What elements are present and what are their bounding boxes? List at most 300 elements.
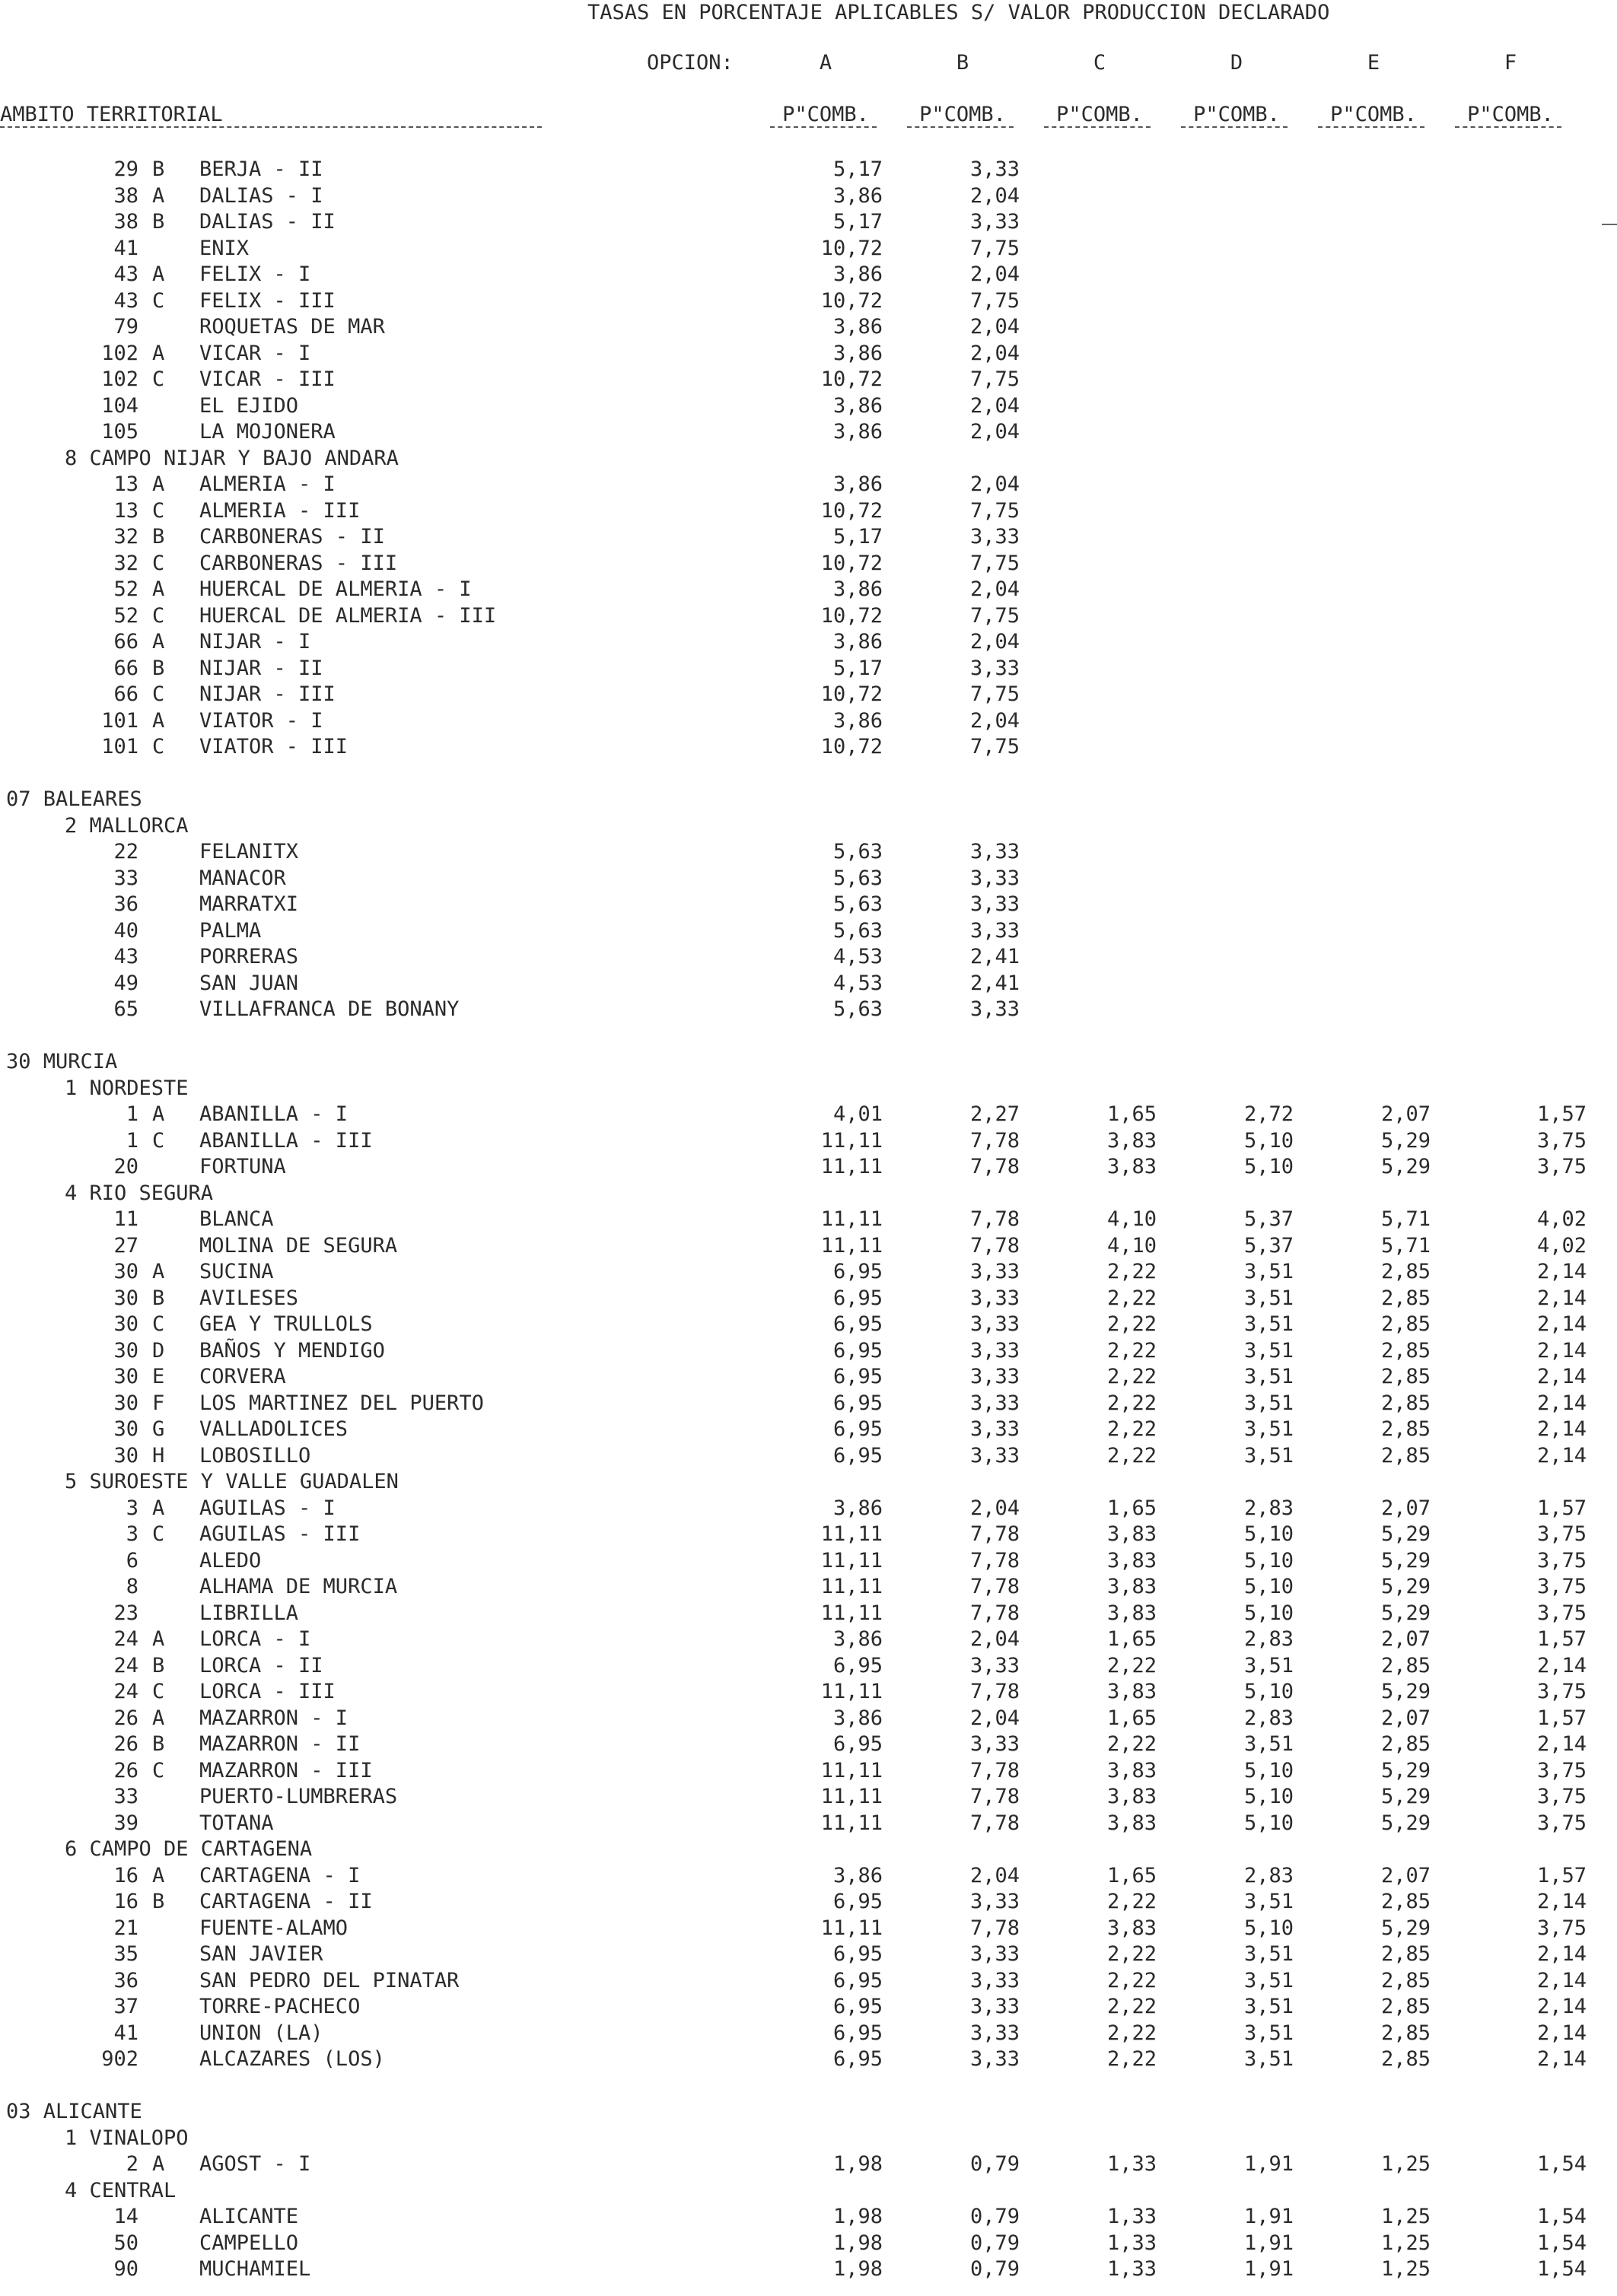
table-row (0, 1941, 1617, 1968)
rate-value: 11,11 (820, 1522, 883, 1546)
rate-value: 2,07 (1380, 1706, 1431, 1730)
rate-value: 2,04 (969, 183, 1020, 208)
municipality-code: 66 (113, 656, 138, 680)
rate-value: 7,78 (969, 1601, 1020, 1625)
rate-value: 3,33 (969, 1890, 1020, 1913)
rate-value: 5,10 (1243, 1522, 1294, 1546)
rate-value: 7,78 (969, 1207, 1020, 1231)
rate-value: 5,10 (1243, 1601, 1294, 1625)
table-row (0, 314, 1617, 341)
table-row (0, 918, 1617, 945)
municipality-name: NIJAR - I (199, 630, 311, 654)
rate-value: 3,83 (1106, 1758, 1157, 1782)
option-letter: E (1367, 51, 1380, 75)
table-row (0, 1233, 1617, 1260)
rate-value: 2,85 (1380, 1286, 1431, 1310)
rate-value: 3,33 (969, 1391, 1020, 1415)
rate-value: 5,10 (1243, 1548, 1294, 1573)
rate-value: 2,85 (1380, 2021, 1431, 2045)
rate-value: 1,98 (832, 2205, 883, 2228)
rate-value: 10,72 (820, 603, 883, 628)
table-row (0, 1679, 1617, 1706)
rate-value: 3,33 (969, 1995, 1020, 2018)
column-header: P"COMB. (1330, 103, 1417, 126)
rate-value: 2,85 (1380, 1260, 1431, 1283)
zone-suffix: A (152, 183, 165, 208)
municipality-code: 2 (126, 2152, 138, 2176)
rate-value: 5,29 (1380, 1128, 1431, 1153)
rate-value: 3,33 (969, 1286, 1020, 1310)
municipality-code: 16 (113, 1863, 138, 1887)
province-row (0, 2099, 1617, 2126)
rate-value: 2,22 (1106, 1391, 1157, 1415)
rate-value: 2,14 (1536, 2021, 1587, 2045)
rate-value: 5,29 (1380, 1785, 1431, 1808)
rate-value: 2,14 (1536, 1890, 1587, 1913)
municipality-name: BERJA - II (199, 157, 323, 181)
table-row (0, 1286, 1617, 1312)
rate-value: 1,25 (1380, 2152, 1431, 2176)
rate-value: 2,04 (969, 1863, 1020, 1887)
rate-value: 6,95 (832, 1417, 883, 1441)
zone-suffix: A (152, 1496, 165, 1520)
table-row (0, 1364, 1617, 1391)
rate-value: 1,57 (1536, 1863, 1587, 1887)
rate-value: 5,63 (832, 840, 883, 863)
rate-value: 2,41 (969, 971, 1020, 995)
rate-value: 5,29 (1380, 1758, 1431, 1782)
table-row (0, 367, 1617, 393)
rate-value: 2,83 (1243, 1706, 1294, 1730)
rate-value: 2,04 (969, 577, 1020, 601)
rate-value: 7,78 (969, 1916, 1020, 1940)
rate-value: 3,33 (969, 2021, 1020, 2045)
rate-value: 3,75 (1536, 1128, 1587, 1153)
rate-value: 3,33 (969, 1365, 1020, 1388)
zone-suffix: B (152, 1653, 165, 1677)
municipality-code: 13 (113, 472, 138, 496)
rate-value: 2,85 (1380, 1968, 1431, 1992)
rate-value: 1,65 (1106, 1627, 1157, 1651)
municipality-code: 101 (101, 735, 138, 758)
municipality-name: MANACOR (199, 866, 286, 890)
municipality-name: SUCINA (199, 1260, 274, 1283)
municipality-name: ABANILLA - I (199, 1102, 349, 1126)
header-rule (770, 126, 877, 128)
municipality-name: ENIX (199, 236, 250, 260)
municipality-code: 1 (126, 1102, 138, 1126)
rate-value: 3,75 (1536, 1811, 1587, 1835)
zone-suffix: B (152, 525, 165, 549)
ambito-territorial-header: AMBITO TERRITORIAL (0, 103, 223, 126)
table-row (0, 524, 1617, 551)
municipality-code: 39 (113, 1811, 138, 1835)
municipality-name: ALCAZARES (LOS) (199, 2047, 385, 2071)
province-row (0, 787, 1617, 813)
municipality-code: 11 (113, 1207, 138, 1231)
zone-suffix: A (152, 262, 165, 286)
rate-value: 2,85 (1380, 1365, 1431, 1388)
rate-value: 5,29 (1380, 1522, 1431, 1546)
municipality-code: 8 (126, 1575, 138, 1598)
table-row (0, 1706, 1617, 1732)
rate-value: 3,83 (1106, 1680, 1157, 1703)
rate-value: 3,75 (1536, 1155, 1587, 1178)
municipality-code: 30 (113, 1391, 138, 1415)
municipality-code: 38 (113, 183, 138, 208)
rate-value: 5,17 (832, 656, 883, 680)
table-row (0, 1128, 1617, 1155)
rate-value: 3,86 (832, 315, 883, 339)
rate-value: 7,75 (969, 551, 1020, 575)
municipality-name: HUERCAL DE ALMERIA - III (199, 603, 497, 628)
table-row (0, 1784, 1617, 1811)
municipality-name: CARTAGENA - I (199, 1863, 361, 1887)
municipality-name: VIATOR - III (199, 735, 349, 758)
municipality-name: AGUILAS - I (199, 1496, 336, 1520)
rate-value: 1,33 (1106, 2231, 1157, 2255)
table-row (0, 577, 1617, 603)
municipality-code: 52 (113, 603, 138, 628)
table-row (0, 1889, 1617, 1916)
rate-value: 7,75 (969, 682, 1020, 706)
table-row (0, 603, 1617, 630)
table-row (0, 1994, 1617, 2021)
municipality-name: LORCA - II (199, 1653, 323, 1677)
municipality-name: PALMA (199, 918, 262, 943)
zone-suffix: C (152, 288, 165, 313)
municipality-code: 35 (113, 1942, 138, 1966)
province-heading: 07 BALEARES (6, 787, 142, 811)
table-row (0, 892, 1617, 918)
municipality-name: FUENTE-ALAMO (199, 1916, 349, 1940)
spacer-row (0, 761, 1617, 787)
rate-value: 5,10 (1243, 1128, 1294, 1153)
municipality-code: 3 (126, 1522, 138, 1546)
municipality-code: 102 (101, 367, 138, 391)
comarca-row (0, 813, 1617, 840)
rate-value: 0,79 (969, 2152, 1020, 2176)
rate-value: 7,75 (969, 603, 1020, 628)
rate-value: 2,22 (1106, 1365, 1157, 1388)
rate-value: 1,65 (1106, 1863, 1157, 1887)
rate-value: 1,65 (1106, 1706, 1157, 1730)
rate-value: 2,04 (969, 420, 1020, 444)
table-row (0, 1916, 1617, 1942)
table-row (0, 498, 1617, 525)
rate-value: 2,07 (1380, 1102, 1431, 1126)
rate-value: 1,65 (1106, 1102, 1157, 1126)
municipality-name: ROQUETAS DE MAR (199, 315, 385, 339)
municipality-name: ALMERIA - I (199, 472, 336, 496)
zone-suffix: B (152, 1890, 165, 1913)
rate-value: 11,11 (820, 1128, 883, 1153)
rate-value: 2,07 (1380, 1863, 1431, 1887)
municipality-name: TORRE-PACHECO (199, 1995, 361, 2018)
option-letter: C (1093, 51, 1106, 75)
rate-value: 2,22 (1106, 1968, 1157, 1992)
zone-suffix: C (152, 1128, 165, 1153)
comarca-row (0, 1076, 1617, 1102)
municipality-name: DALIAS - II (199, 210, 336, 234)
rate-value: 11,11 (820, 1811, 883, 1835)
municipality-code: 52 (113, 577, 138, 601)
rate-value: 2,04 (969, 315, 1020, 339)
rate-value: 5,37 (1243, 1207, 1294, 1231)
zone-suffix: A (152, 630, 165, 654)
table-row (0, 1417, 1617, 1443)
opcion-label: OPCION: (647, 51, 734, 75)
table-row (0, 1207, 1617, 1233)
rate-value: 2,22 (1106, 1653, 1157, 1677)
rate-value: 3,86 (832, 341, 883, 365)
rate-value: 2,14 (1536, 1443, 1587, 1468)
rate-value: 7,75 (969, 735, 1020, 758)
municipality-name: GEA Y TRULLOLS (199, 1312, 373, 1336)
municipality-code: 13 (113, 498, 138, 523)
rate-value: 4,10 (1106, 1233, 1157, 1258)
rate-value: 6,95 (832, 1391, 883, 1415)
rate-value: 4,02 (1536, 1233, 1587, 1258)
municipality-code: 40 (113, 918, 138, 943)
rate-value: 0,79 (969, 2205, 1020, 2228)
table-row (0, 1312, 1617, 1338)
rate-value: 5,63 (832, 997, 883, 1021)
rate-value: 3,86 (832, 420, 883, 444)
rate-value: 2,04 (969, 341, 1020, 365)
rate-value: 3,75 (1536, 1522, 1587, 1546)
rate-value: 3,75 (1536, 1916, 1587, 1940)
rate-value: 3,86 (832, 1627, 883, 1651)
rate-value: 2,14 (1536, 1968, 1587, 1992)
rate-value: 1,54 (1536, 2152, 1587, 2176)
rate-value: 5,10 (1243, 1680, 1294, 1703)
rate-value: 1,65 (1106, 1496, 1157, 1520)
zone-suffix: C (152, 735, 165, 758)
rate-value: 2,22 (1106, 1286, 1157, 1310)
rate-value: 7,78 (969, 1811, 1020, 1835)
rate-value: 3,83 (1106, 1128, 1157, 1153)
table-row (0, 629, 1617, 656)
zone-suffix: A (152, 1102, 165, 1126)
municipality-code: 30 (113, 1417, 138, 1441)
header-rule (1318, 126, 1424, 128)
municipality-name: SAN JUAN (199, 971, 299, 995)
rate-value: 3,86 (832, 472, 883, 496)
municipality-name: LORCA - III (199, 1680, 336, 1703)
province-row (0, 1049, 1617, 1076)
municipality-code: 37 (113, 1995, 138, 2018)
municipality-code: 90 (113, 2257, 138, 2281)
comarca-heading: 1 NORDESTE (65, 1076, 189, 1100)
zone-suffix: D (152, 1338, 165, 1363)
table-row (0, 734, 1617, 761)
column-header: P"COMB. (1467, 103, 1554, 126)
rate-value: 3,51 (1243, 1995, 1294, 2018)
rate-value: 7,75 (969, 498, 1020, 523)
rate-value: 2,14 (1536, 1286, 1587, 1310)
rate-value: 6,95 (832, 2021, 883, 2045)
comarca-heading: 8 CAMPO NIJAR Y BAJO ANDARA (65, 446, 399, 470)
rate-value: 5,10 (1243, 1155, 1294, 1178)
rate-value: 3,33 (969, 1338, 1020, 1363)
municipality-code: 38 (113, 210, 138, 234)
rate-value: 6,95 (832, 1286, 883, 1310)
municipality-code: 43 (113, 262, 138, 286)
municipality-code: 24 (113, 1680, 138, 1703)
rate-value: 2,85 (1380, 2047, 1431, 2071)
rate-value: 2,04 (969, 1706, 1020, 1730)
municipality-name: SAN PEDRO DEL PINATAR (199, 1968, 460, 1992)
zone-suffix: C (152, 1312, 165, 1336)
rate-value: 3,51 (1243, 1653, 1294, 1677)
rate-value: 1,98 (832, 2257, 883, 2281)
rate-value: 5,29 (1380, 1680, 1431, 1703)
column-header: P"COMB. (782, 103, 869, 126)
rate-value: 3,33 (969, 1260, 1020, 1283)
rate-value: 5,17 (832, 210, 883, 234)
municipality-code: 30 (113, 1286, 138, 1310)
municipality-code: 66 (113, 630, 138, 654)
rate-value: 2,04 (969, 472, 1020, 496)
table-row (0, 1338, 1617, 1365)
municipality-code: 24 (113, 1653, 138, 1677)
municipality-name: LORCA - I (199, 1627, 311, 1651)
comarca-row (0, 1836, 1617, 1863)
municipality-name: ALICANTE (199, 2205, 299, 2228)
municipality-name: EL EJIDO (199, 393, 299, 418)
rate-value: 3,33 (969, 1653, 1020, 1677)
municipality-name: AGUILAS - III (199, 1522, 361, 1546)
municipality-code: 66 (113, 682, 138, 706)
rate-value: 2,72 (1243, 1102, 1294, 1126)
rate-value: 1,91 (1243, 2257, 1294, 2281)
rate-value: 3,51 (1243, 1417, 1294, 1441)
rate-value: 1,25 (1380, 2205, 1431, 2228)
municipality-code: 104 (101, 393, 138, 418)
rate-value: 0,79 (969, 2231, 1020, 2255)
municipality-name: MAZARRON - II (199, 1732, 361, 1756)
comarca-heading: 2 MALLORCA (65, 813, 189, 838)
table-row (0, 2256, 1617, 2283)
rate-value: 3,86 (832, 1496, 883, 1520)
zone-suffix: B (152, 210, 165, 234)
rate-value: 5,37 (1243, 1233, 1294, 1258)
municipality-name: CARBONERAS - II (199, 525, 385, 549)
rate-value: 1,91 (1243, 2152, 1294, 2176)
rate-value: 5,29 (1380, 1548, 1431, 1573)
rate-value: 3,83 (1106, 1916, 1157, 1940)
rate-value: 1,57 (1536, 1627, 1587, 1651)
option-letter: A (819, 51, 832, 75)
rate-value: 5,63 (832, 892, 883, 916)
rate-value: 7,78 (969, 1680, 1020, 1703)
header-rule (1455, 126, 1561, 128)
zone-suffix: B (152, 1732, 165, 1756)
rate-value: 11,11 (820, 1601, 883, 1625)
rate-value: 6,95 (832, 1968, 883, 1992)
rate-value: 2,04 (969, 708, 1020, 733)
rate-value: 1,33 (1106, 2152, 1157, 2176)
zone-suffix: A (152, 1863, 165, 1887)
rate-value: 3,33 (969, 157, 1020, 181)
rate-value: 5,17 (832, 157, 883, 181)
municipality-code: 41 (113, 2021, 138, 2045)
table-row (0, 1548, 1617, 1575)
zone-suffix: C (152, 551, 165, 575)
municipality-name: CAMPELLO (199, 2231, 299, 2255)
rate-value: 2,85 (1380, 1995, 1431, 2018)
rate-value: 2,14 (1536, 1942, 1587, 1966)
municipality-name: MAZARRON - III (199, 1758, 373, 1782)
table-row (0, 1653, 1617, 1680)
municipality-code: 16 (113, 1890, 138, 1913)
table-row (0, 1102, 1617, 1128)
rate-value: 6,95 (832, 1338, 883, 1363)
municipality-code: 105 (101, 420, 138, 444)
rate-value: 2,85 (1380, 1890, 1431, 1913)
table-row (0, 839, 1617, 866)
rate-value: 2,22 (1106, 2021, 1157, 2045)
rate-value: 1,25 (1380, 2231, 1431, 2255)
rate-value: 1,91 (1243, 2205, 1294, 2228)
municipality-code: 27 (113, 1233, 138, 1258)
comarca-heading: 4 CENTRAL (65, 2178, 177, 2202)
rate-value: 3,75 (1536, 1785, 1587, 1808)
rate-value: 3,33 (969, 997, 1020, 1021)
rate-value: 3,86 (832, 577, 883, 601)
rate-value: 6,95 (832, 1653, 883, 1677)
rate-value: 2,04 (969, 1496, 1020, 1520)
municipality-name: MUCHAMIEL (199, 2257, 311, 2281)
municipality-code: 21 (113, 1916, 138, 1940)
table-row (0, 209, 1617, 236)
municipality-name: FELIX - III (199, 288, 336, 313)
rate-value: 3,83 (1106, 1548, 1157, 1573)
rate-value: 7,78 (969, 1233, 1020, 1258)
rate-value: 7,78 (969, 1785, 1020, 1808)
rate-value: 11,11 (820, 1680, 883, 1703)
table-row (0, 1574, 1617, 1601)
municipality-name: MARRATXI (199, 892, 299, 916)
option-letter: F (1504, 51, 1517, 75)
rate-value: 2,85 (1380, 1338, 1431, 1363)
municipality-name: PORRERAS (199, 945, 299, 968)
rate-value: 1,98 (832, 2152, 883, 2176)
municipality-name: NIJAR - III (199, 682, 336, 706)
rate-value: 3,83 (1106, 1155, 1157, 1178)
rate-value: 1,54 (1536, 2231, 1587, 2255)
zone-suffix: A (152, 1627, 165, 1651)
rate-value: 3,51 (1243, 1732, 1294, 1756)
rate-value: 3,75 (1536, 1680, 1587, 1703)
rate-value: 5,71 (1380, 1207, 1431, 1231)
rate-value: 2,14 (1536, 1260, 1587, 1283)
rate-value: 5,17 (832, 525, 883, 549)
municipality-code: 33 (113, 1785, 138, 1808)
rate-value: 3,33 (969, 656, 1020, 680)
comarca-row (0, 1469, 1617, 1496)
column-header: P"COMB. (919, 103, 1006, 126)
rate-value: 5,29 (1380, 1916, 1431, 1940)
rate-value: 3,86 (832, 262, 883, 286)
rate-value: 2,85 (1380, 1942, 1431, 1966)
rate-value: 10,72 (820, 551, 883, 575)
rate-value: 7,78 (969, 1128, 1020, 1153)
table-row (0, 1391, 1617, 1417)
rate-value: 3,33 (969, 525, 1020, 549)
municipality-name: AVILESES (199, 1286, 299, 1310)
